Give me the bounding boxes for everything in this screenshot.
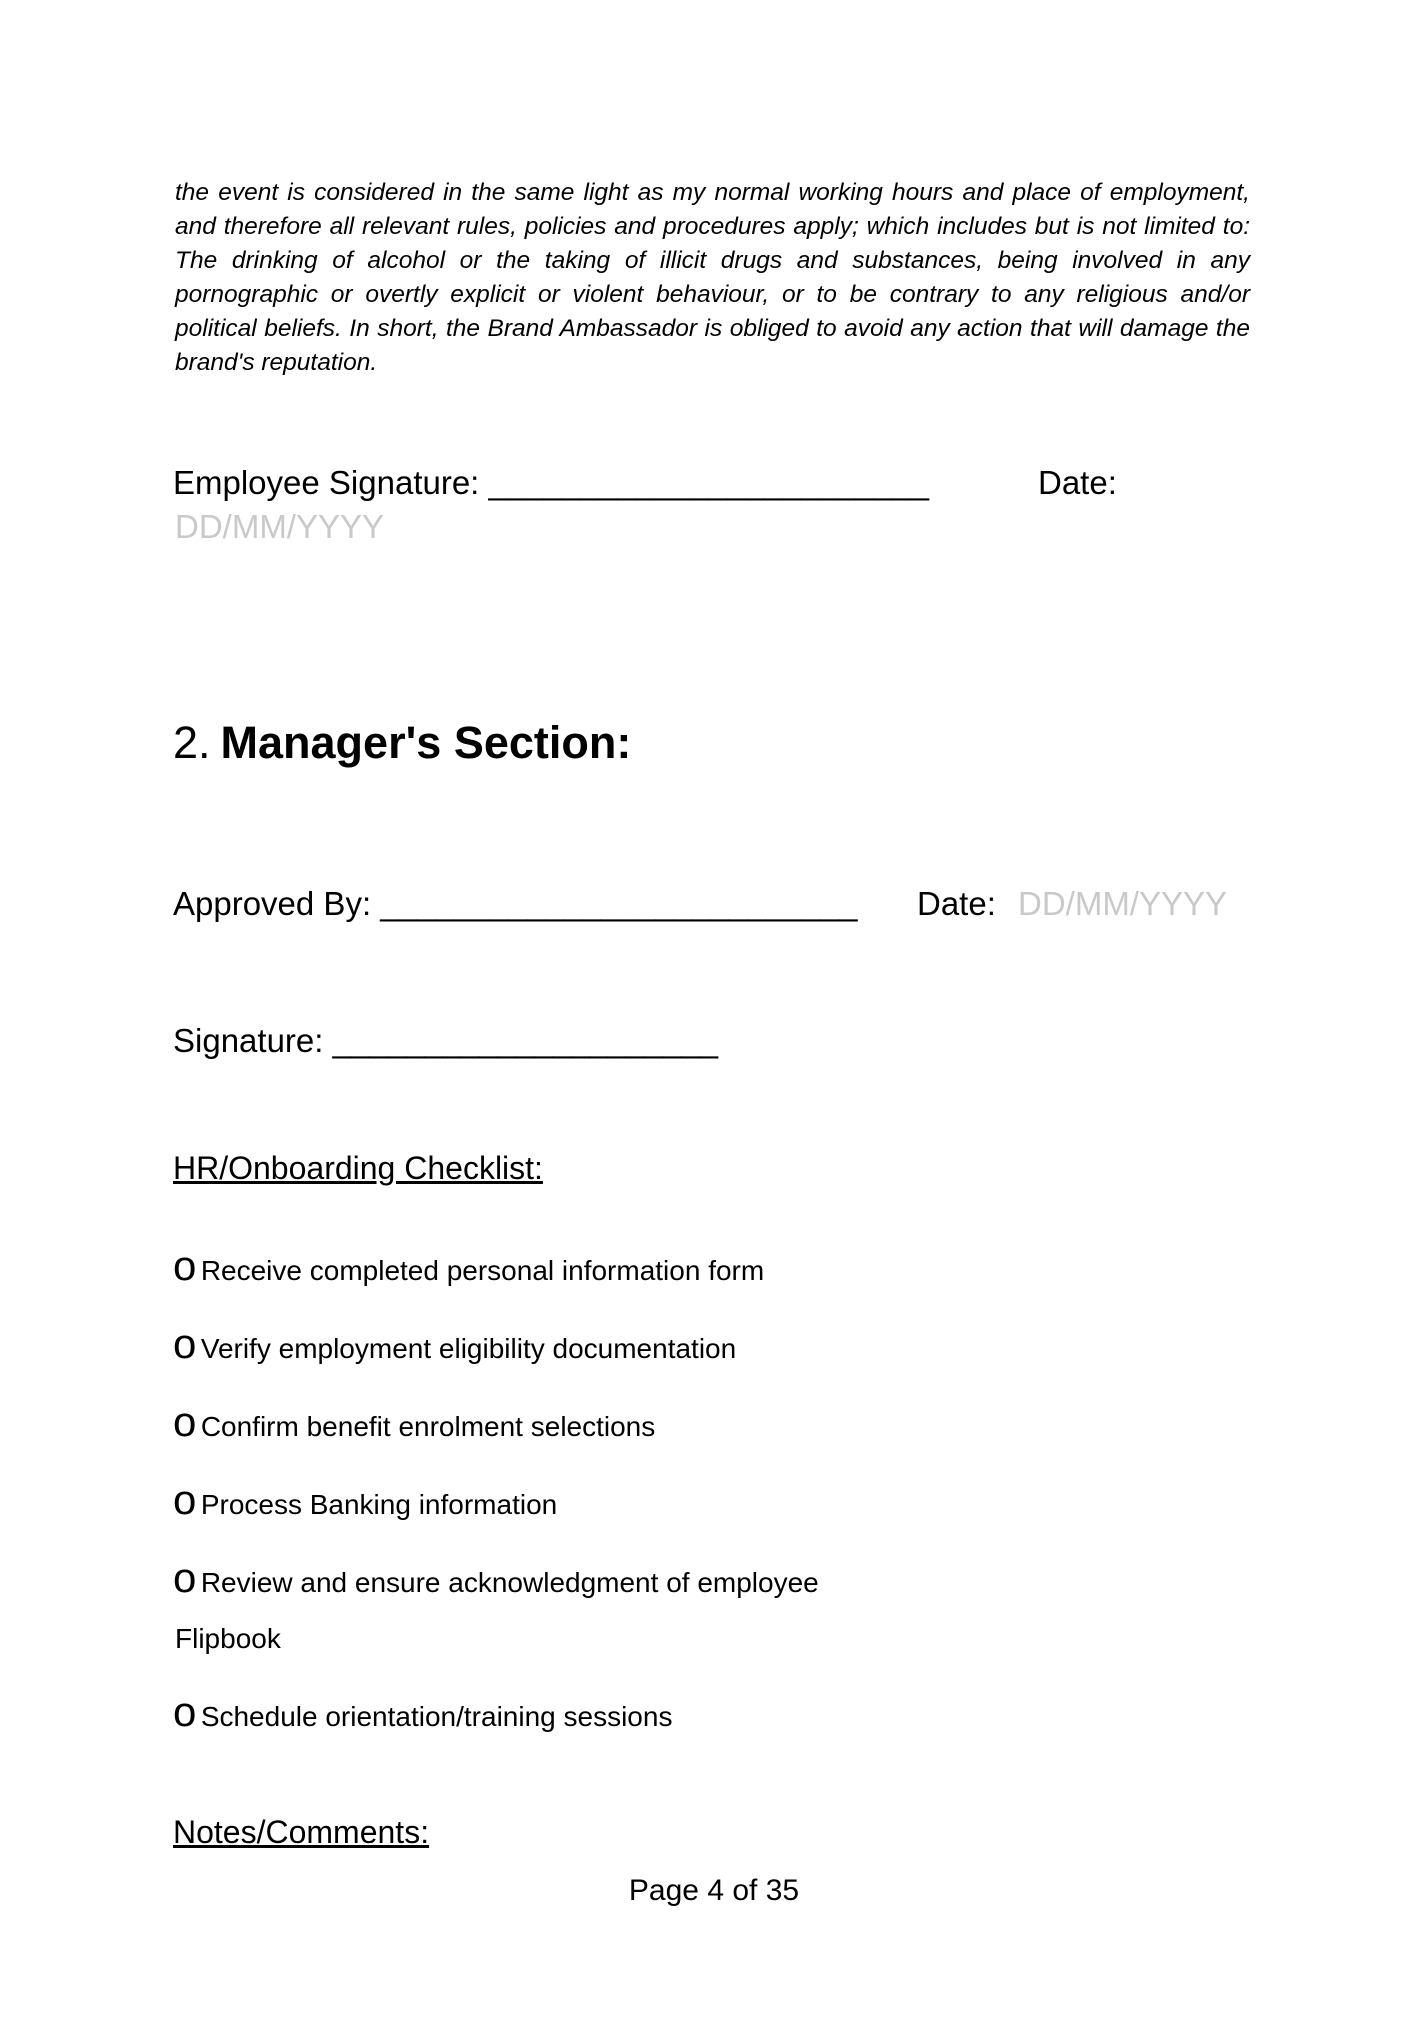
checkbox-circle-icon[interactable]: o — [173, 1688, 197, 1735]
checklist-item[interactable] — [173, 1399, 655, 1450]
checklist-item[interactable] — [173, 1477, 557, 1528]
checkbox-circle-icon[interactable]: o — [173, 1242, 197, 1289]
checkbox-circle-icon[interactable]: o — [173, 1476, 197, 1523]
section-number: 2. — [173, 717, 211, 768]
employee-signature-field[interactable]: Employee Signature: ________________________ — [173, 464, 929, 501]
checkbox-circle-icon[interactable]: o — [173, 1320, 197, 1367]
checklist-item-label: Review and ensure acknowledgment of employee — [200, 1567, 819, 1598]
checklist-item-continuation: Flipbook — [175, 1623, 281, 1654]
employee-date-label: Date: — [1038, 464, 1117, 501]
section-title: Manager's Section: — [220, 717, 632, 768]
checklist-item[interactable] — [173, 1555, 819, 1606]
checklist-item-label: Verify employment eligibility documentation — [200, 1333, 737, 1364]
manager-signature-field[interactable]: Signature: _____________________ — [173, 1022, 719, 1059]
checklist-item-label: Confirm benefit enrolment selections — [200, 1411, 656, 1442]
checklist-item[interactable] — [173, 1689, 672, 1740]
checklist-item-label: Receive completed personal information form — [200, 1255, 765, 1286]
manager-date-field[interactable]: DD/MM/YYYY — [1018, 885, 1228, 922]
checklist-item-label: Process Banking information — [200, 1489, 558, 1520]
employee-date-field[interactable]: DD/MM/YYYY — [175, 508, 385, 545]
checklist-item[interactable] — [173, 1321, 736, 1372]
manager-section-heading — [173, 716, 631, 770]
manager-date-label: Date: — [917, 885, 996, 922]
page-number: Page 4 of 35 — [628, 1874, 800, 1907]
intro-paragraph: the event is considered in the same light as my normal working hours and place of employment, and therefore all relevant rules, policies and procedures apply; which includes but is not limited to: The drinking of alcohol or the taking of illicit drugs and substances, being involved in any pornographic or overtly explicit or violent behaviour, or to be contrary to any religious and/or political beliefs. In short, the Brand Ambassador is obliged to avoid any action that will damage the brand's reputation. — [175, 179, 1250, 376]
checklist-item-label: Schedule orientation/training sessions — [200, 1701, 673, 1732]
checklist-heading: HR/Onboarding Checklist: — [173, 1150, 543, 1186]
notes-heading: Notes/Comments: — [173, 1814, 430, 1850]
checkbox-circle-icon[interactable]: o — [173, 1398, 197, 1445]
checkbox-circle-icon[interactable]: o — [173, 1554, 197, 1601]
approved-by-field[interactable]: Approved By: __________________________ — [173, 885, 858, 922]
checklist-item[interactable] — [173, 1243, 764, 1294]
